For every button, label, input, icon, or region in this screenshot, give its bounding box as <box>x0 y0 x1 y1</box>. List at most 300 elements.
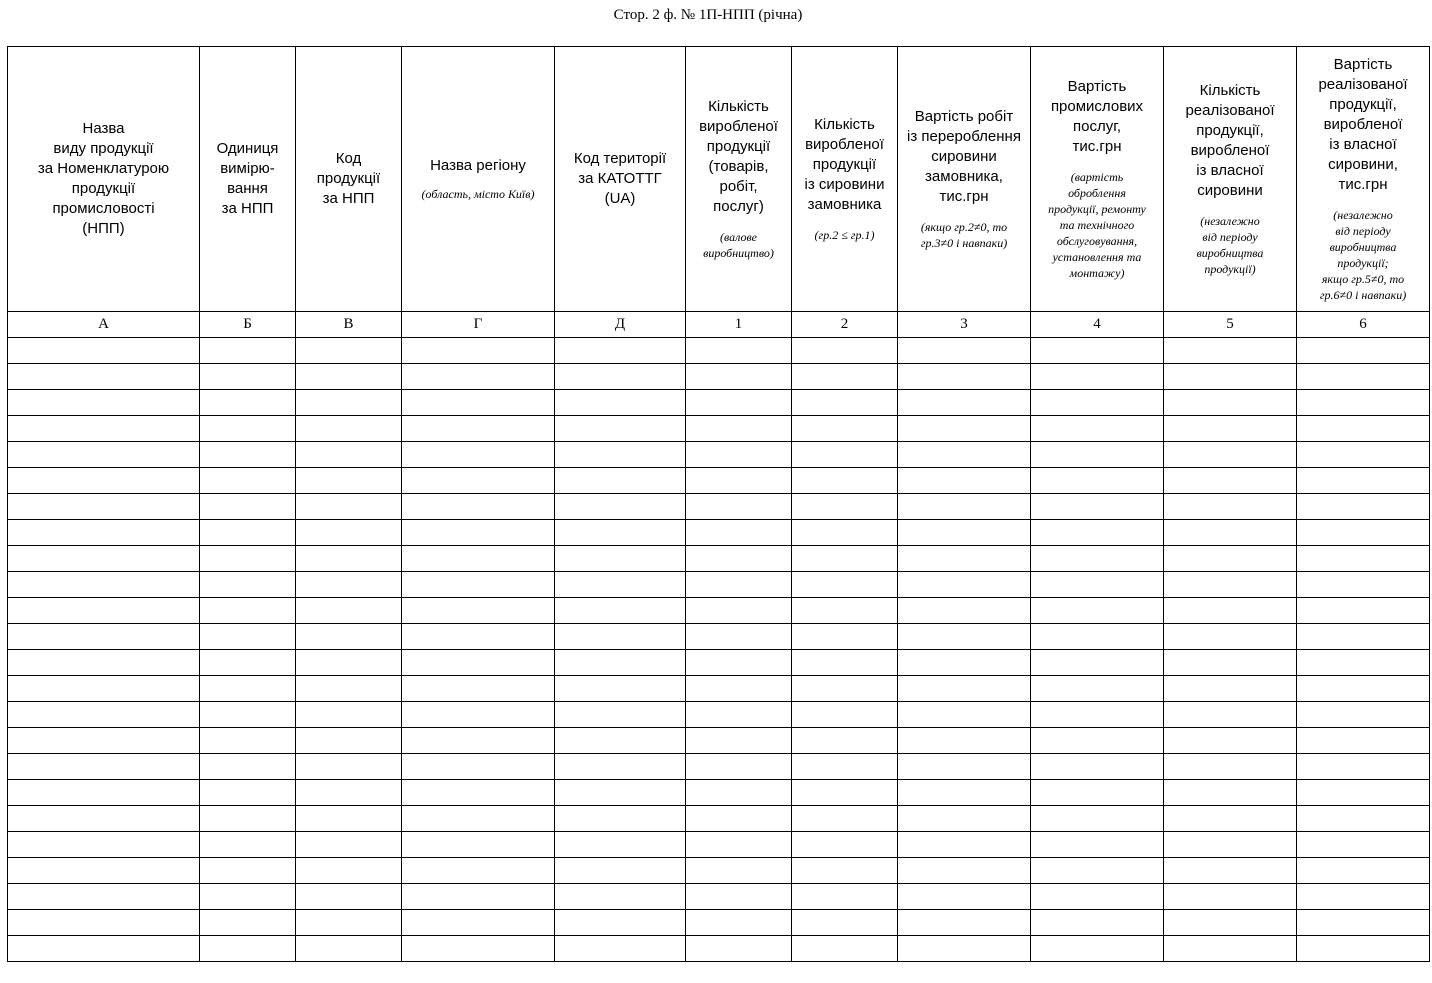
entry-cell[interactable] <box>1164 442 1297 468</box>
entry-cell[interactable] <box>1297 494 1430 520</box>
entry-cell[interactable] <box>1297 858 1430 884</box>
entry-cell[interactable] <box>296 624 402 650</box>
entry-cell[interactable] <box>1031 442 1164 468</box>
entry-cell[interactable] <box>1297 520 1430 546</box>
entry-cell[interactable] <box>8 884 200 910</box>
entry-cell[interactable] <box>200 624 296 650</box>
entry-cell[interactable] <box>296 468 402 494</box>
entry-cell[interactable] <box>1031 572 1164 598</box>
entry-cell[interactable] <box>200 390 296 416</box>
entry-cell[interactable] <box>402 780 555 806</box>
entry-cell[interactable] <box>402 416 555 442</box>
entry-cell[interactable] <box>402 650 555 676</box>
col-header-note: (гр.2 ≤ гр.1) <box>814 228 875 242</box>
entry-cell[interactable] <box>200 338 296 364</box>
entry-cell[interactable] <box>1031 650 1164 676</box>
entry-cell[interactable] <box>1031 728 1164 754</box>
product-table <box>7 46 1430 962</box>
entry-cell[interactable] <box>200 442 296 468</box>
column-label-row <box>8 312 1430 338</box>
entry-cell[interactable] <box>686 650 792 676</box>
entry-cell[interactable] <box>1297 754 1430 780</box>
entry-cell[interactable] <box>898 910 1031 936</box>
table-row <box>8 520 1430 546</box>
entry-cell[interactable] <box>898 598 1031 624</box>
table-row <box>8 546 1430 572</box>
entry-cell[interactable] <box>792 390 898 416</box>
col-header-territory-code <box>555 47 686 312</box>
entry-cell[interactable] <box>296 806 402 832</box>
entry-cell[interactable] <box>200 910 296 936</box>
entry-cell[interactable] <box>1031 546 1164 572</box>
entry-cell[interactable] <box>296 416 402 442</box>
entry-cell[interactable] <box>555 442 686 468</box>
entry-cell[interactable] <box>686 936 792 962</box>
entry-cell[interactable] <box>1031 624 1164 650</box>
entry-cell[interactable] <box>792 702 898 728</box>
col-header-title: Кількість реалізованої продукції, виробленої із власної сировини <box>1185 82 1275 199</box>
entry-cell[interactable] <box>402 858 555 884</box>
table-row <box>8 884 1430 910</box>
col-header-sold-value <box>1297 47 1430 312</box>
entry-cell[interactable] <box>8 676 200 702</box>
entry-cell[interactable] <box>8 910 200 936</box>
entry-cell[interactable] <box>1164 520 1297 546</box>
col-header-title: Вартість реалізованої продукції, виробленої із власної сировини, тис.грн <box>1318 56 1408 193</box>
entry-cell[interactable] <box>8 442 200 468</box>
entry-cell[interactable] <box>296 702 402 728</box>
entry-cell[interactable] <box>898 520 1031 546</box>
entry-cell[interactable] <box>200 416 296 442</box>
entry-cell[interactable] <box>792 728 898 754</box>
entry-cell[interactable] <box>1031 468 1164 494</box>
entry-cell[interactable] <box>8 338 200 364</box>
entry-cell[interactable] <box>8 546 200 572</box>
entry-cell[interactable] <box>792 546 898 572</box>
entry-cell[interactable] <box>402 338 555 364</box>
entry-cell[interactable] <box>898 754 1031 780</box>
entry-cell[interactable] <box>200 780 296 806</box>
entry-cell[interactable] <box>402 494 555 520</box>
column-label: Г <box>402 312 555 338</box>
entry-cell[interactable] <box>898 468 1031 494</box>
entry-cell[interactable] <box>296 728 402 754</box>
entry-cell[interactable] <box>686 728 792 754</box>
entry-cell[interactable] <box>555 364 686 390</box>
entry-cell[interactable] <box>1297 468 1430 494</box>
entry-cell[interactable] <box>1164 806 1297 832</box>
entry-cell[interactable] <box>555 338 686 364</box>
entry-cell[interactable] <box>402 754 555 780</box>
entry-cell[interactable] <box>792 572 898 598</box>
entry-cell[interactable] <box>296 910 402 936</box>
entry-cell[interactable] <box>686 858 792 884</box>
entry-cell[interactable] <box>898 806 1031 832</box>
entry-cell[interactable] <box>8 754 200 780</box>
entry-cell[interactable] <box>8 728 200 754</box>
entry-cell[interactable] <box>792 494 898 520</box>
entry-cell[interactable] <box>792 364 898 390</box>
entry-cell[interactable] <box>686 390 792 416</box>
entry-cell[interactable] <box>1297 910 1430 936</box>
table-row <box>8 832 1430 858</box>
entry-cell[interactable] <box>898 364 1031 390</box>
entry-cell[interactable] <box>686 598 792 624</box>
entry-cell[interactable] <box>402 728 555 754</box>
col-header-product-name <box>8 47 200 312</box>
entry-cell[interactable] <box>1164 624 1297 650</box>
entry-cell[interactable] <box>1164 598 1297 624</box>
entry-cell[interactable] <box>792 858 898 884</box>
col-header-note: (якщо гр.2≠0, то гр.3≠0 і навпаки) <box>920 220 1008 250</box>
entry-cell[interactable] <box>8 780 200 806</box>
entry-cell[interactable] <box>1297 364 1430 390</box>
entry-cell[interactable] <box>1031 832 1164 858</box>
entry-cell[interactable] <box>296 650 402 676</box>
col-header-title: Кількість виробленої продукції (товарів, робіт, послуг) <box>699 98 778 215</box>
entry-cell[interactable] <box>555 936 686 962</box>
entry-cell[interactable] <box>1031 884 1164 910</box>
entry-cell[interactable] <box>8 936 200 962</box>
table-row <box>8 780 1430 806</box>
entry-cell[interactable] <box>686 520 792 546</box>
entry-cell[interactable] <box>792 884 898 910</box>
entry-cell[interactable] <box>792 806 898 832</box>
entry-cell[interactable] <box>200 572 296 598</box>
entry-cell[interactable] <box>402 806 555 832</box>
entry-cell[interactable] <box>200 806 296 832</box>
entry-cell[interactable] <box>555 910 686 936</box>
entry-cell[interactable] <box>555 754 686 780</box>
entry-cell[interactable] <box>555 416 686 442</box>
col-header-note: (незалежно від періоду виробництва продукції) <box>1196 214 1264 276</box>
entry-cell[interactable] <box>1297 806 1430 832</box>
entry-cell[interactable] <box>686 624 792 650</box>
entry-cell[interactable] <box>402 468 555 494</box>
entry-cell[interactable] <box>686 806 792 832</box>
entry-cell[interactable] <box>8 468 200 494</box>
entry-cell[interactable] <box>402 676 555 702</box>
entry-cell[interactable] <box>8 494 200 520</box>
entry-cell[interactable] <box>200 936 296 962</box>
entry-cell[interactable] <box>296 364 402 390</box>
entry-cell[interactable] <box>402 884 555 910</box>
entry-cell[interactable] <box>898 390 1031 416</box>
entry-cell[interactable] <box>555 884 686 910</box>
entry-cell[interactable] <box>898 780 1031 806</box>
entry-cell[interactable] <box>555 728 686 754</box>
entry-cell[interactable] <box>200 676 296 702</box>
entry-cell[interactable] <box>8 364 200 390</box>
entry-cell[interactable] <box>1297 598 1430 624</box>
table-row <box>8 416 1430 442</box>
entry-cell[interactable] <box>555 494 686 520</box>
table-row <box>8 650 1430 676</box>
col-header-produced-qty <box>686 47 792 312</box>
entry-cell[interactable] <box>1031 416 1164 442</box>
entry-cell[interactable] <box>898 546 1031 572</box>
entry-cell[interactable] <box>1031 806 1164 832</box>
entry-cell[interactable] <box>1164 728 1297 754</box>
entry-cell[interactable] <box>686 364 792 390</box>
entry-cell[interactable] <box>402 910 555 936</box>
entry-cell[interactable] <box>200 468 296 494</box>
entry-cell[interactable] <box>1164 650 1297 676</box>
entry-cell[interactable] <box>555 598 686 624</box>
entry-cell[interactable] <box>200 728 296 754</box>
entry-cell[interactable] <box>1031 936 1164 962</box>
entry-cell[interactable] <box>200 832 296 858</box>
entry-cell[interactable] <box>1164 858 1297 884</box>
entry-cell[interactable] <box>792 780 898 806</box>
entry-cell[interactable] <box>686 910 792 936</box>
entry-cell[interactable] <box>1031 520 1164 546</box>
entry-cell[interactable] <box>1297 416 1430 442</box>
entry-cell[interactable] <box>555 624 686 650</box>
col-header-processing-cost <box>898 47 1031 312</box>
entry-cell[interactable] <box>402 936 555 962</box>
entry-cell[interactable] <box>898 650 1031 676</box>
entry-cell[interactable] <box>402 702 555 728</box>
entry-cell[interactable] <box>8 598 200 624</box>
entry-cell[interactable] <box>296 780 402 806</box>
entry-cell[interactable] <box>1164 832 1297 858</box>
entry-cell[interactable] <box>792 468 898 494</box>
table-row <box>8 468 1430 494</box>
entry-cell[interactable] <box>898 936 1031 962</box>
entry-cell[interactable] <box>1031 598 1164 624</box>
entry-cell[interactable] <box>686 676 792 702</box>
entry-cell[interactable] <box>555 390 686 416</box>
entry-cell[interactable] <box>8 858 200 884</box>
entry-cell[interactable] <box>1031 702 1164 728</box>
entry-cell[interactable] <box>1297 780 1430 806</box>
entry-cell[interactable] <box>402 390 555 416</box>
entry-cell[interactable] <box>686 546 792 572</box>
entry-cell[interactable] <box>792 650 898 676</box>
entry-cell[interactable] <box>296 832 402 858</box>
entry-cell[interactable] <box>898 572 1031 598</box>
entry-cell[interactable] <box>1297 546 1430 572</box>
entry-cell[interactable] <box>296 676 402 702</box>
col-header-region-name <box>402 47 555 312</box>
entry-cell[interactable] <box>8 702 200 728</box>
entry-cell[interactable] <box>1164 364 1297 390</box>
entry-cell[interactable] <box>1031 910 1164 936</box>
entry-cell[interactable] <box>8 806 200 832</box>
entry-cell[interactable] <box>1164 546 1297 572</box>
entry-cell[interactable] <box>200 598 296 624</box>
column-label: Б <box>200 312 296 338</box>
entry-cell[interactable] <box>686 702 792 728</box>
entry-cell[interactable] <box>898 442 1031 468</box>
entry-cell[interactable] <box>1164 754 1297 780</box>
entry-cell[interactable] <box>1031 494 1164 520</box>
entry-cell[interactable] <box>555 832 686 858</box>
entry-cell[interactable] <box>1031 780 1164 806</box>
entry-cell[interactable] <box>686 832 792 858</box>
entry-cell[interactable] <box>200 858 296 884</box>
entry-cell[interactable] <box>1297 728 1430 754</box>
entry-cell[interactable] <box>1297 702 1430 728</box>
col-header-unit <box>200 47 296 312</box>
entry-cell[interactable] <box>296 390 402 416</box>
entry-cell[interactable] <box>686 442 792 468</box>
entry-cell[interactable] <box>1297 676 1430 702</box>
entry-cell[interactable] <box>792 832 898 858</box>
entry-cell[interactable] <box>686 884 792 910</box>
entry-cell[interactable] <box>792 624 898 650</box>
column-label: 3 <box>898 312 1031 338</box>
entry-cell[interactable] <box>1031 858 1164 884</box>
entry-cell[interactable] <box>555 572 686 598</box>
entry-cell[interactable] <box>898 416 1031 442</box>
entry-cell[interactable] <box>555 546 686 572</box>
entry-cell[interactable] <box>555 780 686 806</box>
entry-cell[interactable] <box>1164 494 1297 520</box>
entry-cell[interactable] <box>898 676 1031 702</box>
col-header-title: Кількість виробленої продукції із сировини замовника <box>804 116 885 213</box>
entry-cell[interactable] <box>555 468 686 494</box>
entry-cell[interactable] <box>8 520 200 546</box>
entry-cell[interactable] <box>898 338 1031 364</box>
entry-cell[interactable] <box>1297 572 1430 598</box>
entry-cell[interactable] <box>1297 884 1430 910</box>
entry-cell[interactable] <box>1164 780 1297 806</box>
entry-cell[interactable] <box>686 338 792 364</box>
entry-cell[interactable] <box>792 520 898 546</box>
table-row <box>8 858 1430 884</box>
entry-cell[interactable] <box>1297 650 1430 676</box>
entry-cell[interactable] <box>1164 936 1297 962</box>
entry-cell[interactable] <box>200 546 296 572</box>
entry-cell[interactable] <box>1031 754 1164 780</box>
entry-cell[interactable] <box>1031 390 1164 416</box>
entry-cell[interactable] <box>200 520 296 546</box>
entry-cell[interactable] <box>402 520 555 546</box>
entry-cell[interactable] <box>402 598 555 624</box>
entry-cell[interactable] <box>296 494 402 520</box>
entry-cell[interactable] <box>1297 624 1430 650</box>
entry-cell[interactable] <box>8 650 200 676</box>
entry-cell[interactable] <box>555 806 686 832</box>
entry-cell[interactable] <box>1164 702 1297 728</box>
entry-cell[interactable] <box>1164 572 1297 598</box>
entry-cell[interactable] <box>8 390 200 416</box>
entry-cell[interactable] <box>1297 442 1430 468</box>
entry-cell[interactable] <box>555 858 686 884</box>
entry-cell[interactable] <box>1031 364 1164 390</box>
entry-cell[interactable] <box>1031 676 1164 702</box>
entry-cell[interactable] <box>296 754 402 780</box>
entry-cell[interactable] <box>296 442 402 468</box>
table-row <box>8 910 1430 936</box>
entry-cell[interactable] <box>686 468 792 494</box>
entry-cell[interactable] <box>402 442 555 468</box>
entry-cell[interactable] <box>898 858 1031 884</box>
entry-cell[interactable] <box>792 754 898 780</box>
col-header-note: (вартість оброблення продукції, ремонту та технічного обслуговування, установлення та монтажу) <box>1048 170 1146 280</box>
entry-cell[interactable] <box>8 832 200 858</box>
col-header-note: (валове виробництво) <box>703 230 774 260</box>
entry-cell[interactable] <box>296 858 402 884</box>
entry-cell[interactable] <box>898 832 1031 858</box>
entry-cell[interactable] <box>200 650 296 676</box>
table-row <box>8 598 1430 624</box>
entry-cell[interactable] <box>792 910 898 936</box>
page-title: Стор. 2 ф. № 1П-НПП (річна) <box>613 7 803 23</box>
entry-cell[interactable] <box>686 780 792 806</box>
entry-cell[interactable] <box>1164 910 1297 936</box>
entry-cell[interactable] <box>792 676 898 702</box>
entry-cell[interactable] <box>200 702 296 728</box>
entry-cell[interactable] <box>1164 390 1297 416</box>
entry-cell[interactable] <box>555 676 686 702</box>
entry-cell[interactable] <box>792 936 898 962</box>
entry-cell[interactable] <box>898 728 1031 754</box>
entry-cell[interactable] <box>1297 832 1430 858</box>
entry-cell[interactable] <box>792 416 898 442</box>
header-row <box>8 47 1430 312</box>
col-header-title: Одиниця вимірю- вання за НПП <box>216 140 279 217</box>
entry-cell[interactable] <box>686 572 792 598</box>
entry-cell[interactable] <box>792 338 898 364</box>
entry-cell[interactable] <box>555 520 686 546</box>
entry-cell[interactable] <box>1297 338 1430 364</box>
entry-cell[interactable] <box>8 572 200 598</box>
entry-cell[interactable] <box>402 546 555 572</box>
entry-cell[interactable] <box>792 598 898 624</box>
entry-cell[interactable] <box>296 884 402 910</box>
entry-cell[interactable] <box>1164 468 1297 494</box>
entry-cell[interactable] <box>402 624 555 650</box>
entry-cell[interactable] <box>898 494 1031 520</box>
entry-cell[interactable] <box>792 442 898 468</box>
entry-cell[interactable] <box>1164 338 1297 364</box>
entry-cell[interactable] <box>1031 338 1164 364</box>
entry-cell[interactable] <box>200 754 296 780</box>
entry-cell[interactable] <box>296 546 402 572</box>
entry-cell[interactable] <box>200 364 296 390</box>
entry-cell[interactable] <box>200 494 296 520</box>
entry-cell[interactable] <box>898 884 1031 910</box>
entry-cell[interactable] <box>402 572 555 598</box>
entry-cell[interactable] <box>8 624 200 650</box>
entry-cell[interactable] <box>296 338 402 364</box>
entry-cell[interactable] <box>555 650 686 676</box>
entry-cell[interactable] <box>898 702 1031 728</box>
entry-cell[interactable] <box>686 494 792 520</box>
entry-cell[interactable] <box>1164 884 1297 910</box>
entry-cell[interactable] <box>1297 390 1430 416</box>
entry-cell[interactable] <box>686 754 792 780</box>
entry-cell[interactable] <box>1164 676 1297 702</box>
col-header-customer-raw-qty <box>792 47 898 312</box>
entry-cell[interactable] <box>296 520 402 546</box>
entry-cell[interactable] <box>898 624 1031 650</box>
entry-cell[interactable] <box>200 884 296 910</box>
entry-cell[interactable] <box>686 416 792 442</box>
entry-cell[interactable] <box>555 702 686 728</box>
entry-cell[interactable] <box>296 572 402 598</box>
entry-cell[interactable] <box>1164 416 1297 442</box>
entry-cell[interactable] <box>8 416 200 442</box>
entry-cell[interactable] <box>296 936 402 962</box>
entry-cell[interactable] <box>296 598 402 624</box>
entry-cell[interactable] <box>402 364 555 390</box>
entry-cell[interactable] <box>1297 936 1430 962</box>
entry-cell[interactable] <box>402 832 555 858</box>
